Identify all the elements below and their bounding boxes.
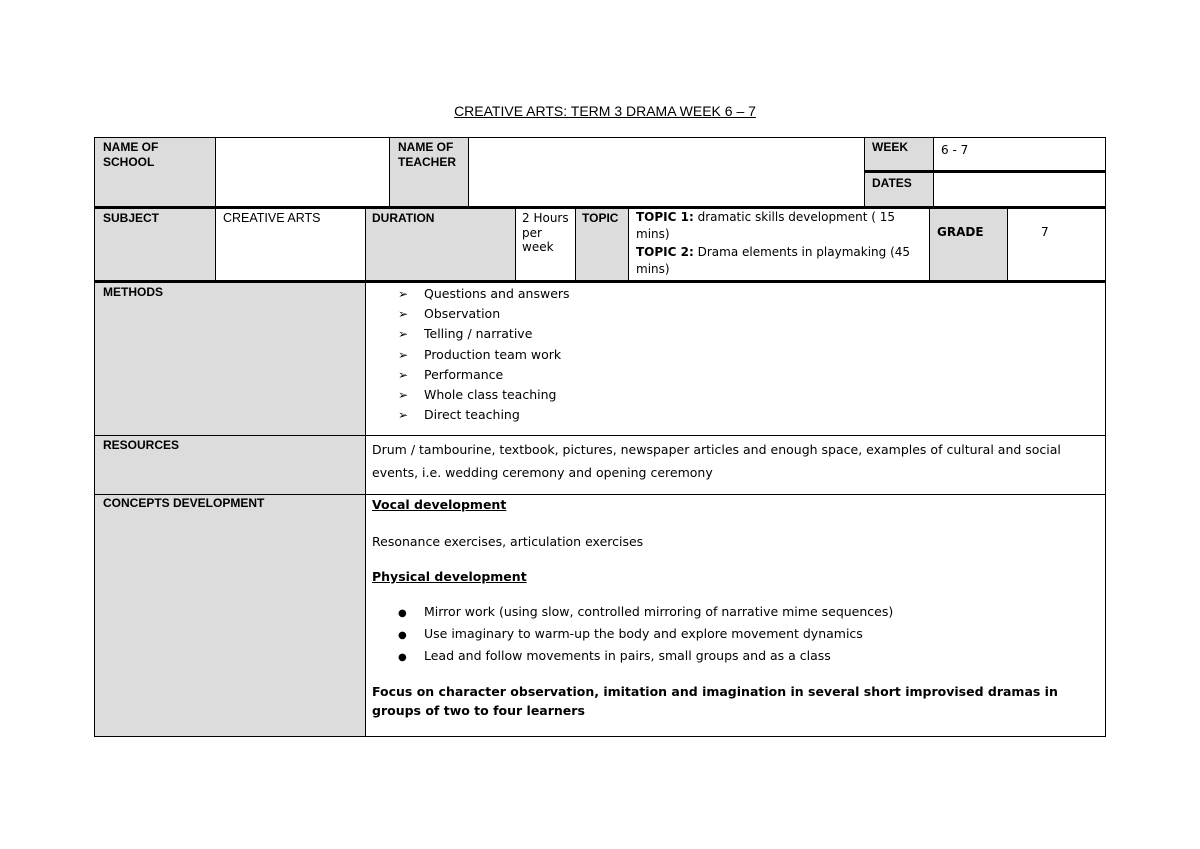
school-label: NAME OF SCHOOL <box>103 140 159 169</box>
column-divider <box>628 208 629 282</box>
subject-value: CREATIVE ARTS <box>223 211 321 225</box>
concepts-label-cell <box>95 495 365 737</box>
arrow-bullet-icon: ➢ <box>398 408 409 423</box>
list-item: ➢ Whole class teaching <box>398 385 570 405</box>
list-item: ● Mirror work (using slow, controlled mirroring of narrative mime sequences) <box>398 601 1100 623</box>
dot-bullet-icon: ● <box>398 608 407 619</box>
arrow-bullet-icon: ➢ <box>398 327 409 342</box>
table-border <box>94 137 95 737</box>
topic-label: TOPIC <box>582 211 619 225</box>
column-divider <box>215 208 216 282</box>
methods-label-cell <box>95 283 365 436</box>
row-divider <box>95 435 1106 436</box>
column-divider <box>468 137 469 207</box>
table-border <box>95 137 1106 138</box>
teacher-label: NAME OF TEACHER <box>398 140 457 169</box>
physical-list <box>372 601 1100 667</box>
table-border <box>1105 137 1106 737</box>
arrow-bullet-icon: ➢ <box>398 307 409 322</box>
dot-bullet-icon: ● <box>398 652 407 663</box>
topic-1: TOPIC 1: dramatic skills development ( 15 mins) <box>636 210 896 241</box>
week-label: WEEK <box>872 140 908 154</box>
focus-text: Focus on character observation, imitation and imagination in several short improvised dramas in groups of two to four learners <box>372 684 1058 718</box>
row-divider <box>95 494 1106 495</box>
list-item: ➢ Production team work <box>398 345 570 365</box>
duration-value: 2 Hours per week <box>522 211 569 254</box>
concepts-label: CONCEPTS DEVELOPMENT <box>103 496 265 510</box>
page-title: CREATIVE ARTS: TERM 3 DRAMA WEEK 6 – 7 <box>454 103 756 119</box>
list-item: ● Use imaginary to warm-up the body and explore movement dynamics <box>398 623 1100 645</box>
list-item: ➢ Performance <box>398 365 570 385</box>
week-value: 6 - 7 <box>941 143 969 157</box>
vocal-heading: Vocal development <box>372 497 507 512</box>
resources-label: RESOURCES <box>103 438 180 452</box>
column-divider <box>575 208 576 282</box>
dot-bullet-icon: ● <box>398 630 407 641</box>
list-item: ● Lead and follow movements in pairs, small groups and as a class <box>398 645 1100 667</box>
dates-label: DATES <box>872 176 912 190</box>
arrow-bullet-icon: ➢ <box>398 367 409 382</box>
topic-2: TOPIC 2: Drama elements in playmaking (45 mins) <box>636 245 911 276</box>
list-item: ➢ Direct teaching <box>398 405 570 425</box>
table-border <box>95 736 1106 737</box>
vocal-text: Resonance exercises, articulation exercises <box>372 534 644 549</box>
subject-label: SUBJECT <box>103 211 160 225</box>
duration-label: DURATION <box>372 211 435 225</box>
arrow-bullet-icon: ➢ <box>398 287 409 301</box>
physical-heading: Physical development <box>372 569 527 584</box>
grade-value: 7 <box>1041 225 1049 239</box>
arrow-bullet-icon: ➢ <box>398 387 409 402</box>
row-divider <box>95 280 1106 283</box>
column-divider <box>864 137 865 207</box>
column-divider <box>515 208 516 282</box>
column-divider <box>933 137 934 207</box>
methods-label: METHODS <box>103 285 163 299</box>
column-divider <box>1007 208 1008 282</box>
arrow-bullet-icon: ➢ <box>398 347 409 362</box>
grade-label-cell <box>930 208 1007 281</box>
row-divider <box>864 170 1106 173</box>
concepts-content <box>372 496 1100 720</box>
list-item: ➢ Observation <box>398 304 570 324</box>
resources-text: Drum / tambourine, textbook, pictures, newspaper articles and enough space, examples of cultural and social events, i.e. wedding ceremony and opening ceremony <box>372 442 1061 480</box>
list-item: ➢ Telling / narrative <box>398 324 570 344</box>
column-divider <box>929 208 930 282</box>
column-divider <box>215 137 216 207</box>
column-divider <box>389 137 390 207</box>
topic-text <box>636 209 926 277</box>
list-item: ➢ Questions and answers <box>398 284 570 304</box>
column-divider <box>365 208 366 737</box>
grade-label: GRADE <box>937 225 984 239</box>
methods-list <box>398 284 570 425</box>
row-divider <box>95 206 1106 209</box>
